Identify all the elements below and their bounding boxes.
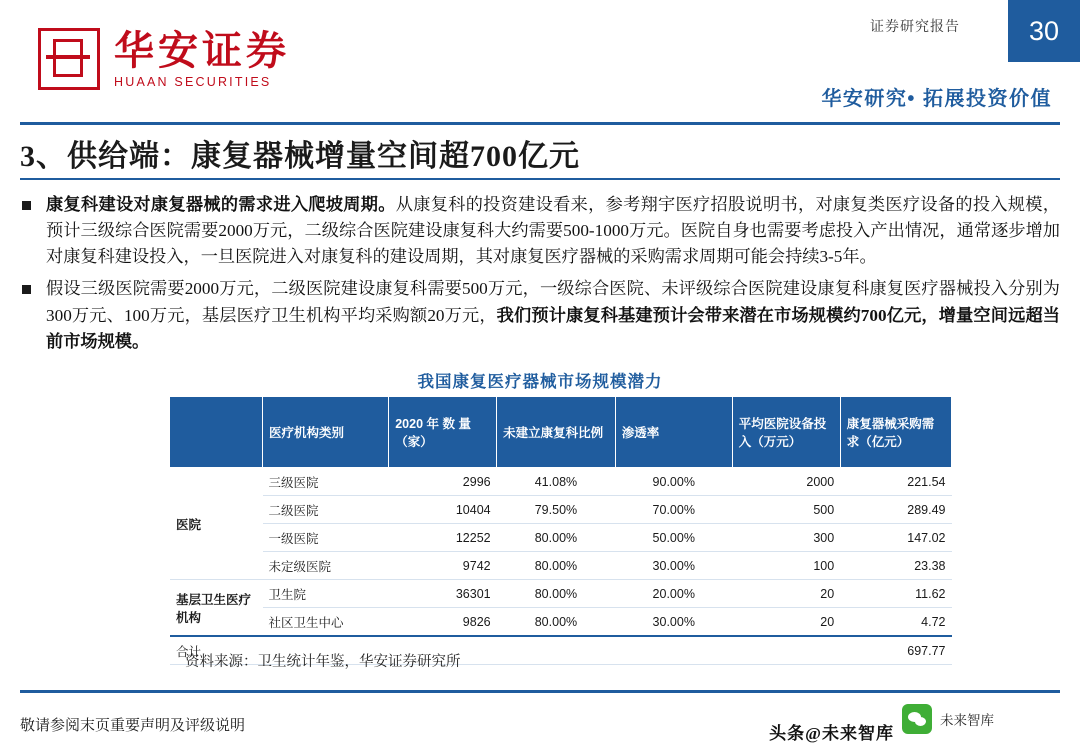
list-item <box>20 276 1060 354</box>
cell-no-rehab-ratio: 41.08% <box>497 468 616 496</box>
header-divider <box>20 122 1060 125</box>
column-header-institution-type: 医疗机构类别 <box>263 397 389 468</box>
footer-disclaimer: 敬请参阅末页重要声明及评级说明 <box>20 718 246 734</box>
cell-demand: 221.54 <box>840 468 951 496</box>
logo-chinese-name: 华安证券 <box>114 27 290 73</box>
wechat-account-block <box>902 704 1062 734</box>
cell-demand: 147.02 <box>840 524 951 552</box>
bullet-body-text: 假设三级医院需要2000万元，二级医院建设康复科需要500万元，一级综合医院、未评级综合医院建设康复科康复医疗器械投入分别为300万元、100万元，基层医疗卫生机构平均采购额20万元， <box>46 279 1060 325</box>
wechat-account-name: 未来智库 <box>940 713 994 728</box>
page-title: 3、供给端：康复器械增量空间超700亿元 <box>20 140 580 173</box>
cell-institution-name: 二级医院 <box>263 496 389 524</box>
cell-penetration: 20.00% <box>615 580 732 608</box>
logo-english-name: HUAAN SECURITIES <box>114 74 272 89</box>
list-item <box>20 192 1060 270</box>
bullet-body-text: 从康复科的投资建设看来，参考翔宇医疗招股说明书，对康复类医疗设备的投入规模，预计三级综合医院需要2000万元，二级综合医院建设康复科大约需要500-1000万元。医院自身也需要考虑投入产出情况，通常逐步增加对康复科建设投入，一旦医院进入对康复科的建设周期，其对康复医疗器械的采购需求周期可能会持续3-5年。 <box>46 195 1060 267</box>
cell-avg-investment: 500 <box>732 496 840 524</box>
cell-avg-investment: 100 <box>732 552 840 580</box>
cell-no-rehab-ratio: 80.00% <box>497 580 616 608</box>
bullet-paragraph <box>46 276 1060 354</box>
cell-count: 9742 <box>389 552 497 580</box>
column-header-avg-investment: 平均医院设备投入（万元） <box>732 397 840 468</box>
column-header-penetration: 渗透率 <box>615 397 732 468</box>
cell-demand: 4.72 <box>840 608 951 637</box>
cell-penetration: 90.00% <box>615 468 732 496</box>
cell-avg-investment: 20 <box>732 580 840 608</box>
header-tagline: 华安研究• 拓展投资价值 <box>821 88 1052 110</box>
table-row <box>170 524 952 552</box>
company-logo <box>38 28 290 90</box>
table-row <box>170 608 952 637</box>
cell-penetration: 50.00% <box>615 524 732 552</box>
cell-penetration: 30.00% <box>615 608 732 637</box>
table-source-note: 资料来源：卫生统计年鉴，华安证券研究所 <box>185 654 461 670</box>
total-spacer-ratio <box>497 636 616 665</box>
wechat-icon <box>902 704 932 734</box>
cell-institution-name: 未定级医院 <box>263 552 389 580</box>
footer-divider <box>20 690 1060 693</box>
cell-demand: 11.62 <box>840 580 951 608</box>
report-type-label: 证券研究报告 <box>870 18 960 34</box>
footer-watermark: 头条@未来智库 <box>769 724 894 743</box>
cell-count: 10404 <box>389 496 497 524</box>
cell-demand: 289.49 <box>840 496 951 524</box>
table-header-row <box>170 397 952 468</box>
slide-header <box>0 0 1080 120</box>
cell-penetration: 30.00% <box>615 552 732 580</box>
cell-no-rehab-ratio: 80.00% <box>497 608 616 637</box>
row-category-hospital: 医院 <box>170 468 263 580</box>
page-number-badge: 30 <box>1008 0 1080 62</box>
cell-avg-investment: 20 <box>732 608 840 637</box>
cell-no-rehab-ratio: 80.00% <box>497 552 616 580</box>
cell-count: 2996 <box>389 468 497 496</box>
table-row <box>170 580 952 608</box>
cell-count: 36301 <box>389 580 497 608</box>
column-header-no-rehab-ratio: 未建立康复科比例 <box>497 397 616 468</box>
cell-institution-name: 社区卫生中心 <box>263 608 389 637</box>
cell-avg-investment: 2000 <box>732 468 840 496</box>
cell-institution-name: 三级医院 <box>263 468 389 496</box>
cell-count: 12252 <box>389 524 497 552</box>
total-spacer-investment <box>732 636 840 665</box>
total-label: 合计 <box>170 636 389 665</box>
bullet-lead-text: 康复科建设对康复器械的需求进入爬坡周期。 <box>46 195 396 214</box>
cell-demand: 23.38 <box>840 552 951 580</box>
bullet-emphasis-text: 我们预计康复科基建预计会带来潜在市场规模约700亿元，增量空间远超当前市场规模。 <box>46 305 1060 351</box>
square-bullet-icon <box>22 201 31 210</box>
cell-institution-name: 卫生院 <box>263 580 389 608</box>
market-size-table <box>170 396 952 665</box>
column-header-count-2020: 2020 年 数 量（家） <box>389 397 497 468</box>
cell-count: 9826 <box>389 608 497 637</box>
huaan-logo-icon <box>38 28 100 90</box>
table-row <box>170 468 952 496</box>
title-divider <box>20 178 1060 180</box>
table-row <box>170 496 952 524</box>
bullet-paragraph <box>46 192 1060 270</box>
cell-institution-name: 一级医院 <box>263 524 389 552</box>
bullet-list <box>20 192 1060 361</box>
table-title: 我国康复医疗器械市场规模潜力 <box>417 372 663 391</box>
cell-avg-investment: 300 <box>732 524 840 552</box>
square-bullet-icon <box>22 285 31 294</box>
table-row <box>170 552 952 580</box>
cell-penetration: 70.00% <box>615 496 732 524</box>
cell-no-rehab-ratio: 80.00% <box>497 524 616 552</box>
total-demand-value: 697.77 <box>840 636 951 665</box>
column-header-category <box>170 397 263 468</box>
column-header-demand: 康复器械采购需求（亿元） <box>840 397 951 468</box>
row-category-primary-care: 基层卫生医疗机构 <box>170 580 263 637</box>
cell-no-rehab-ratio: 79.50% <box>497 496 616 524</box>
total-spacer-penetration <box>615 636 732 665</box>
